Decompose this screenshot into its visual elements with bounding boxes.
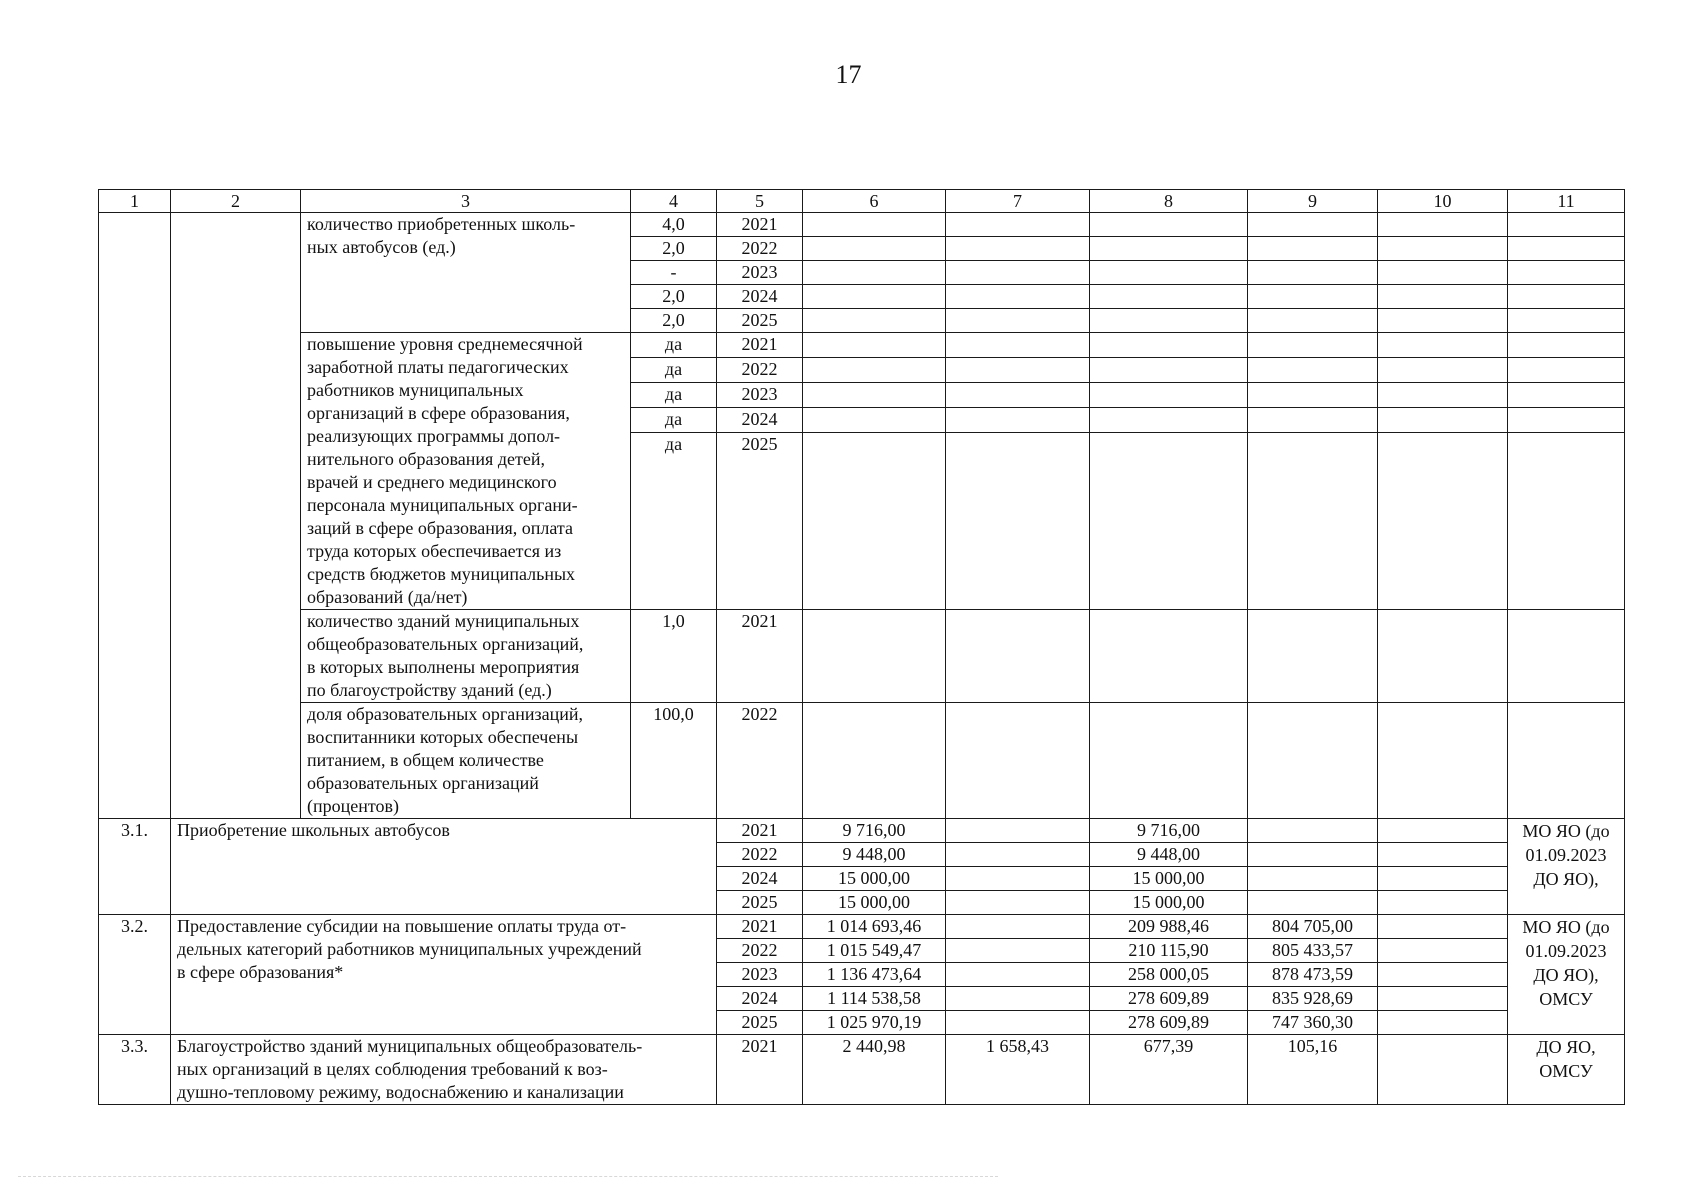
amount-total: 1 014 693,46 bbox=[803, 915, 946, 939]
amount-total: 1 114 538,58 bbox=[803, 987, 946, 1011]
indicator-row bbox=[99, 703, 1625, 819]
header-cell-8: 8 bbox=[1090, 190, 1248, 213]
empty-cell-col11 bbox=[1508, 309, 1625, 333]
indicator-year: 2022 bbox=[717, 357, 803, 382]
empty-cell-col11 bbox=[1508, 703, 1625, 819]
empty-cell-col9 bbox=[1248, 285, 1378, 309]
activity-executor: ДО ЯО, ОМСУ bbox=[1508, 1035, 1625, 1105]
amount-federal bbox=[946, 891, 1090, 915]
indicator-value: 100,0 bbox=[631, 703, 717, 819]
amount-other bbox=[1378, 867, 1508, 891]
amount-federal bbox=[946, 867, 1090, 891]
amount-total: 15 000,00 bbox=[803, 867, 946, 891]
amount-local: 804 705,00 bbox=[1248, 915, 1378, 939]
empty-cell-col6 bbox=[803, 407, 946, 432]
indicator-year: 2025 bbox=[717, 432, 803, 609]
empty-cell-col7 bbox=[946, 237, 1090, 261]
indicator-value: да bbox=[631, 407, 717, 432]
indicator-value: 1,0 bbox=[631, 610, 717, 703]
scan-footer-line bbox=[18, 1176, 998, 1178]
indicator-year: 2024 bbox=[717, 407, 803, 432]
amount-other bbox=[1378, 939, 1508, 963]
indicator-name: количество приобретенных школь- ных автобусов (ед.) bbox=[301, 213, 631, 333]
amount-local bbox=[1248, 891, 1378, 915]
header-cell-6: 6 bbox=[803, 190, 946, 213]
amount-total: 15 000,00 bbox=[803, 891, 946, 915]
header-cell-1: 1 bbox=[99, 190, 171, 213]
amount-regional: 209 988,46 bbox=[1090, 915, 1248, 939]
amount-federal: 1 658,43 bbox=[946, 1035, 1090, 1105]
empty-cell-col8 bbox=[1090, 237, 1248, 261]
empty-cell-col8 bbox=[1090, 213, 1248, 237]
indicator-value: - bbox=[631, 261, 717, 285]
table-body bbox=[99, 190, 1625, 1105]
empty-cell-col9 bbox=[1248, 333, 1378, 358]
header-cell-11: 11 bbox=[1508, 190, 1625, 213]
empty-cell-col7 bbox=[946, 261, 1090, 285]
amount-other bbox=[1378, 891, 1508, 915]
amount-local: 805 433,57 bbox=[1248, 939, 1378, 963]
amount-local bbox=[1248, 819, 1378, 843]
empty-cell-col11 bbox=[1508, 357, 1625, 382]
activity-row bbox=[99, 1035, 1625, 1105]
page-number: 17 bbox=[835, 60, 862, 89]
amount-total: 9 716,00 bbox=[803, 819, 946, 843]
indicator-row bbox=[99, 213, 1625, 237]
indicator-value: 4,0 bbox=[631, 213, 717, 237]
indicator-value: да bbox=[631, 357, 717, 382]
activity-year: 2025 bbox=[717, 891, 803, 915]
empty-cell-col6 bbox=[803, 357, 946, 382]
empty-cell-col6 bbox=[803, 285, 946, 309]
amount-other bbox=[1378, 1035, 1508, 1105]
header-cell-7: 7 bbox=[946, 190, 1090, 213]
activity-name: Приобретение школьных автобусов bbox=[171, 819, 717, 915]
amount-regional: 258 000,05 bbox=[1090, 963, 1248, 987]
amount-federal bbox=[946, 963, 1090, 987]
amount-local bbox=[1248, 843, 1378, 867]
empty-cell-col11 bbox=[1508, 261, 1625, 285]
empty-cell-col7 bbox=[946, 357, 1090, 382]
empty-cell-col11 bbox=[1508, 237, 1625, 261]
header-cell-5: 5 bbox=[717, 190, 803, 213]
empty-cell-col6 bbox=[803, 610, 946, 703]
indicator-year: 2021 bbox=[717, 610, 803, 703]
indicator-value: 2,0 bbox=[631, 237, 717, 261]
indicator-year: 2023 bbox=[717, 382, 803, 407]
empty-cell-col8 bbox=[1090, 407, 1248, 432]
empty-cell-col10 bbox=[1378, 333, 1508, 358]
amount-total: 1 015 549,47 bbox=[803, 939, 946, 963]
indicator-value: да bbox=[631, 382, 717, 407]
header-cell-9: 9 bbox=[1248, 190, 1378, 213]
indicator-name: доля образовательных организаций, воспитанники которых обеспечены питанием, в общем количестве образовательных организаций (процентов) bbox=[301, 703, 631, 819]
amount-local: 747 360,30 bbox=[1248, 1011, 1378, 1035]
activity-year: 2022 bbox=[717, 939, 803, 963]
empty-cell-col7 bbox=[946, 333, 1090, 358]
empty-cell-col9 bbox=[1248, 703, 1378, 819]
amount-regional: 278 609,89 bbox=[1090, 1011, 1248, 1035]
indicator-year: 2021 bbox=[717, 333, 803, 358]
empty-cell-col8 bbox=[1090, 432, 1248, 609]
empty-cell-col10 bbox=[1378, 261, 1508, 285]
header-cell-2: 2 bbox=[171, 190, 301, 213]
amount-local: 105,16 bbox=[1248, 1035, 1378, 1105]
empty-cell-col8 bbox=[1090, 382, 1248, 407]
amount-total: 1 136 473,64 bbox=[803, 963, 946, 987]
indicator-year: 2021 bbox=[717, 213, 803, 237]
activity-row bbox=[99, 915, 1625, 939]
empty-cell-col6 bbox=[803, 432, 946, 609]
amount-other bbox=[1378, 987, 1508, 1011]
empty-cell-col11 bbox=[1508, 333, 1625, 358]
amount-other bbox=[1378, 963, 1508, 987]
amount-total: 9 448,00 bbox=[803, 843, 946, 867]
empty-cell-col9 bbox=[1248, 357, 1378, 382]
empty-cell-col8 bbox=[1090, 309, 1248, 333]
empty-cell-col9 bbox=[1248, 610, 1378, 703]
empty-cell-col11 bbox=[1508, 407, 1625, 432]
activity-year: 2021 bbox=[717, 1035, 803, 1105]
amount-regional: 15 000,00 bbox=[1090, 867, 1248, 891]
program-table bbox=[98, 189, 1625, 1105]
empty-cell-col8 bbox=[1090, 285, 1248, 309]
indicator-value: да bbox=[631, 333, 717, 358]
empty-cell-col7 bbox=[946, 285, 1090, 309]
empty-cell-col9 bbox=[1248, 237, 1378, 261]
empty-cell-col9 bbox=[1248, 407, 1378, 432]
empty-cell-col7 bbox=[946, 213, 1090, 237]
indicator-year: 2024 bbox=[717, 285, 803, 309]
header-row bbox=[99, 190, 1625, 213]
col2-empty bbox=[171, 213, 301, 819]
activity-year: 2021 bbox=[717, 819, 803, 843]
activity-year: 2022 bbox=[717, 843, 803, 867]
empty-cell-col9 bbox=[1248, 432, 1378, 609]
empty-cell-col8 bbox=[1090, 610, 1248, 703]
amount-other bbox=[1378, 1011, 1508, 1035]
amount-federal bbox=[946, 843, 1090, 867]
indicator-row bbox=[99, 610, 1625, 703]
activity-number: 3.1. bbox=[99, 819, 171, 915]
activity-executor: МО ЯО (до 01.09.2023 ДО ЯО), bbox=[1508, 819, 1625, 915]
amount-regional: 9 448,00 bbox=[1090, 843, 1248, 867]
indicator-year: 2022 bbox=[717, 237, 803, 261]
empty-cell-col8 bbox=[1090, 703, 1248, 819]
amount-total: 2 440,98 bbox=[803, 1035, 946, 1105]
empty-cell-col11 bbox=[1508, 382, 1625, 407]
amount-federal bbox=[946, 939, 1090, 963]
header-cell-3: 3 bbox=[301, 190, 631, 213]
activity-year: 2025 bbox=[717, 1011, 803, 1035]
activity-year: 2023 bbox=[717, 963, 803, 987]
amount-regional: 15 000,00 bbox=[1090, 891, 1248, 915]
activity-year: 2021 bbox=[717, 915, 803, 939]
empty-cell-col6 bbox=[803, 237, 946, 261]
empty-cell-col10 bbox=[1378, 432, 1508, 609]
amount-total: 1 025 970,19 bbox=[803, 1011, 946, 1035]
empty-cell-col10 bbox=[1378, 285, 1508, 309]
activity-year: 2024 bbox=[717, 987, 803, 1011]
amount-other bbox=[1378, 915, 1508, 939]
empty-cell-col7 bbox=[946, 309, 1090, 333]
amount-local: 878 473,59 bbox=[1248, 963, 1378, 987]
amount-regional: 9 716,00 bbox=[1090, 819, 1248, 843]
empty-cell-col8 bbox=[1090, 357, 1248, 382]
empty-cell-col11 bbox=[1508, 610, 1625, 703]
amount-local bbox=[1248, 867, 1378, 891]
col1-empty bbox=[99, 213, 171, 819]
amount-federal bbox=[946, 987, 1090, 1011]
activity-year: 2024 bbox=[717, 867, 803, 891]
empty-cell-col6 bbox=[803, 333, 946, 358]
empty-cell-col6 bbox=[803, 309, 946, 333]
indicator-year: 2025 bbox=[717, 309, 803, 333]
empty-cell-col10 bbox=[1378, 213, 1508, 237]
indicator-name: количество зданий муниципальных общеобразовательных организаций, в которых выполнены мероприятия по благоустройству зданий (ед.) bbox=[301, 610, 631, 703]
empty-cell-col8 bbox=[1090, 333, 1248, 358]
empty-cell-col10 bbox=[1378, 357, 1508, 382]
empty-cell-col9 bbox=[1248, 309, 1378, 333]
amount-federal bbox=[946, 1011, 1090, 1035]
amount-other bbox=[1378, 843, 1508, 867]
activity-name: Благоустройство зданий муниципальных общеобразователь- ных организаций в целях соблюдения требований к воз- душно-тепловому режиму, водоснабжению и канализации bbox=[171, 1035, 717, 1105]
indicator-year: 2023 bbox=[717, 261, 803, 285]
amount-regional: 210 115,90 bbox=[1090, 939, 1248, 963]
indicator-name: повышение уровня среднемесячной заработной платы педагогических работников муниципальных организаций в сфере образования, реализующих программы допол- нительного образования детей, врачей и среднего медицинского персонала муниципальных органи- заций в сфере образования, оплата труда которых обеспечивается из средств бюджетов муниципальных образований (да/нет) bbox=[301, 333, 631, 610]
empty-cell-col7 bbox=[946, 432, 1090, 609]
empty-cell-col10 bbox=[1378, 309, 1508, 333]
amount-regional: 278 609,89 bbox=[1090, 987, 1248, 1011]
empty-cell-col10 bbox=[1378, 382, 1508, 407]
empty-cell-col11 bbox=[1508, 213, 1625, 237]
empty-cell-col10 bbox=[1378, 610, 1508, 703]
empty-cell-col11 bbox=[1508, 285, 1625, 309]
amount-federal bbox=[946, 819, 1090, 843]
empty-cell-col6 bbox=[803, 261, 946, 285]
empty-cell-col9 bbox=[1248, 213, 1378, 237]
empty-cell-col7 bbox=[946, 610, 1090, 703]
indicator-value: 2,0 bbox=[631, 285, 717, 309]
activity-number: 3.2. bbox=[99, 915, 171, 1035]
indicator-row bbox=[99, 333, 1625, 358]
empty-cell-col9 bbox=[1248, 261, 1378, 285]
empty-cell-col10 bbox=[1378, 703, 1508, 819]
empty-cell-col7 bbox=[946, 407, 1090, 432]
amount-regional: 677,39 bbox=[1090, 1035, 1248, 1105]
activity-name: Предоставление субсидии на повышение оплаты труда от- дельных категорий работников муниципальных учреждений в сфере образования* bbox=[171, 915, 717, 1035]
empty-cell-col6 bbox=[803, 213, 946, 237]
amount-federal bbox=[946, 915, 1090, 939]
amount-other bbox=[1378, 819, 1508, 843]
amount-local: 835 928,69 bbox=[1248, 987, 1378, 1011]
empty-cell-col10 bbox=[1378, 407, 1508, 432]
indicator-value: да bbox=[631, 432, 717, 609]
empty-cell-col9 bbox=[1248, 382, 1378, 407]
empty-cell-col8 bbox=[1090, 261, 1248, 285]
indicator-year: 2022 bbox=[717, 703, 803, 819]
empty-cell-col11 bbox=[1508, 432, 1625, 609]
empty-cell-col6 bbox=[803, 382, 946, 407]
indicator-value: 2,0 bbox=[631, 309, 717, 333]
header-cell-4: 4 bbox=[631, 190, 717, 213]
empty-cell-col7 bbox=[946, 382, 1090, 407]
header-cell-10: 10 bbox=[1378, 190, 1508, 213]
activity-executor: МО ЯО (до 01.09.2023 ДО ЯО), ОМСУ bbox=[1508, 915, 1625, 1035]
empty-cell-col7 bbox=[946, 703, 1090, 819]
activity-number: 3.3. bbox=[99, 1035, 171, 1105]
activity-row bbox=[99, 819, 1625, 843]
empty-cell-col10 bbox=[1378, 237, 1508, 261]
empty-cell-col6 bbox=[803, 703, 946, 819]
